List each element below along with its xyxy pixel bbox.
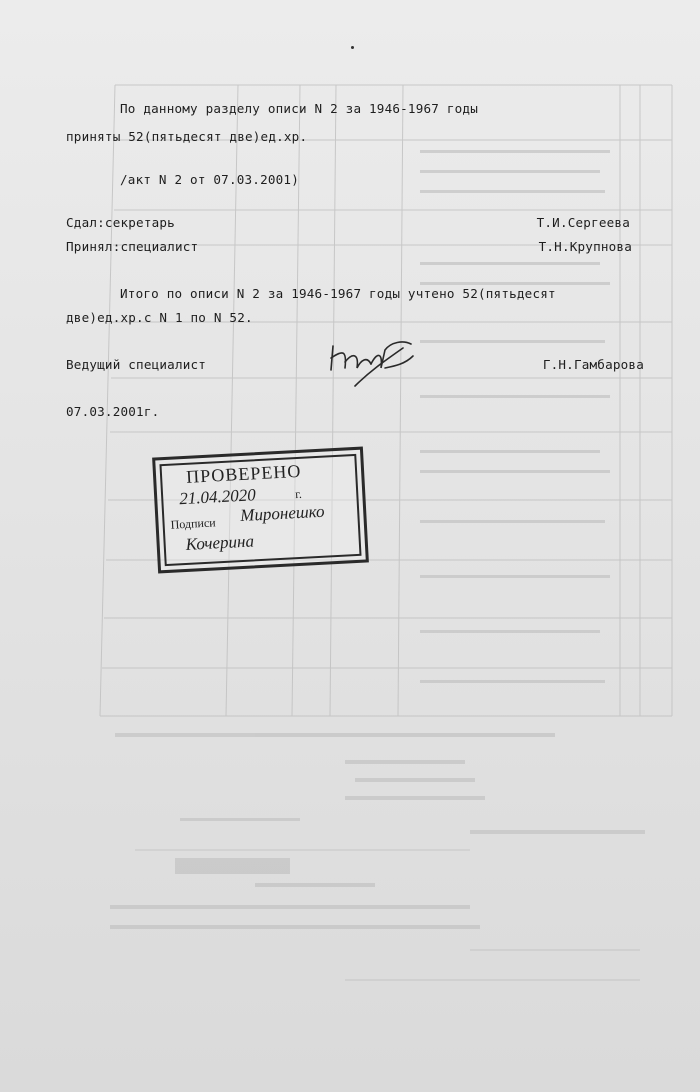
lead-specialist-role: Ведущий специалист [66, 357, 207, 372]
total-line-2: две)ед.хр.с N 1 по N 52. [66, 310, 253, 325]
stamp-title: ПРОВЕРЕНО [185, 460, 302, 487]
handed-over-role: Сдал:секретарь [66, 215, 175, 230]
stamp-date-suffix: г. [294, 486, 303, 502]
handed-over-name: Т.И.Сергеева [536, 215, 630, 230]
stamp-signatures-label: Подписи [170, 515, 216, 532]
stamp-signer-2: Кочерина [185, 531, 255, 554]
total-line-1: Итого по описи N 2 за 1946-1967 годы учтено 52(пятьдесят [120, 286, 556, 301]
act-reference: /акт N 2 от 07.03.2001) [120, 172, 299, 187]
verified-stamp [152, 447, 369, 574]
section-intro-line-2: приняты 52(пятьдесят две)ед.хр. [66, 129, 308, 144]
speck [351, 46, 354, 49]
section-intro-line-1: По данному разделу описи N 2 за 1946-1967 годы [120, 101, 478, 116]
stamp-date: 21.04.2020 [178, 485, 257, 509]
document-date: 07.03.2001г. [66, 404, 160, 419]
handwritten-signature [325, 338, 420, 398]
stamp-signer-1: Миронешко [239, 501, 325, 526]
accepted-name: Т.Н.Крупнова [538, 239, 632, 254]
lead-specialist-name: Г.Н.Гамбарова [542, 357, 644, 372]
accepted-role: Принял:специалист [66, 239, 199, 254]
